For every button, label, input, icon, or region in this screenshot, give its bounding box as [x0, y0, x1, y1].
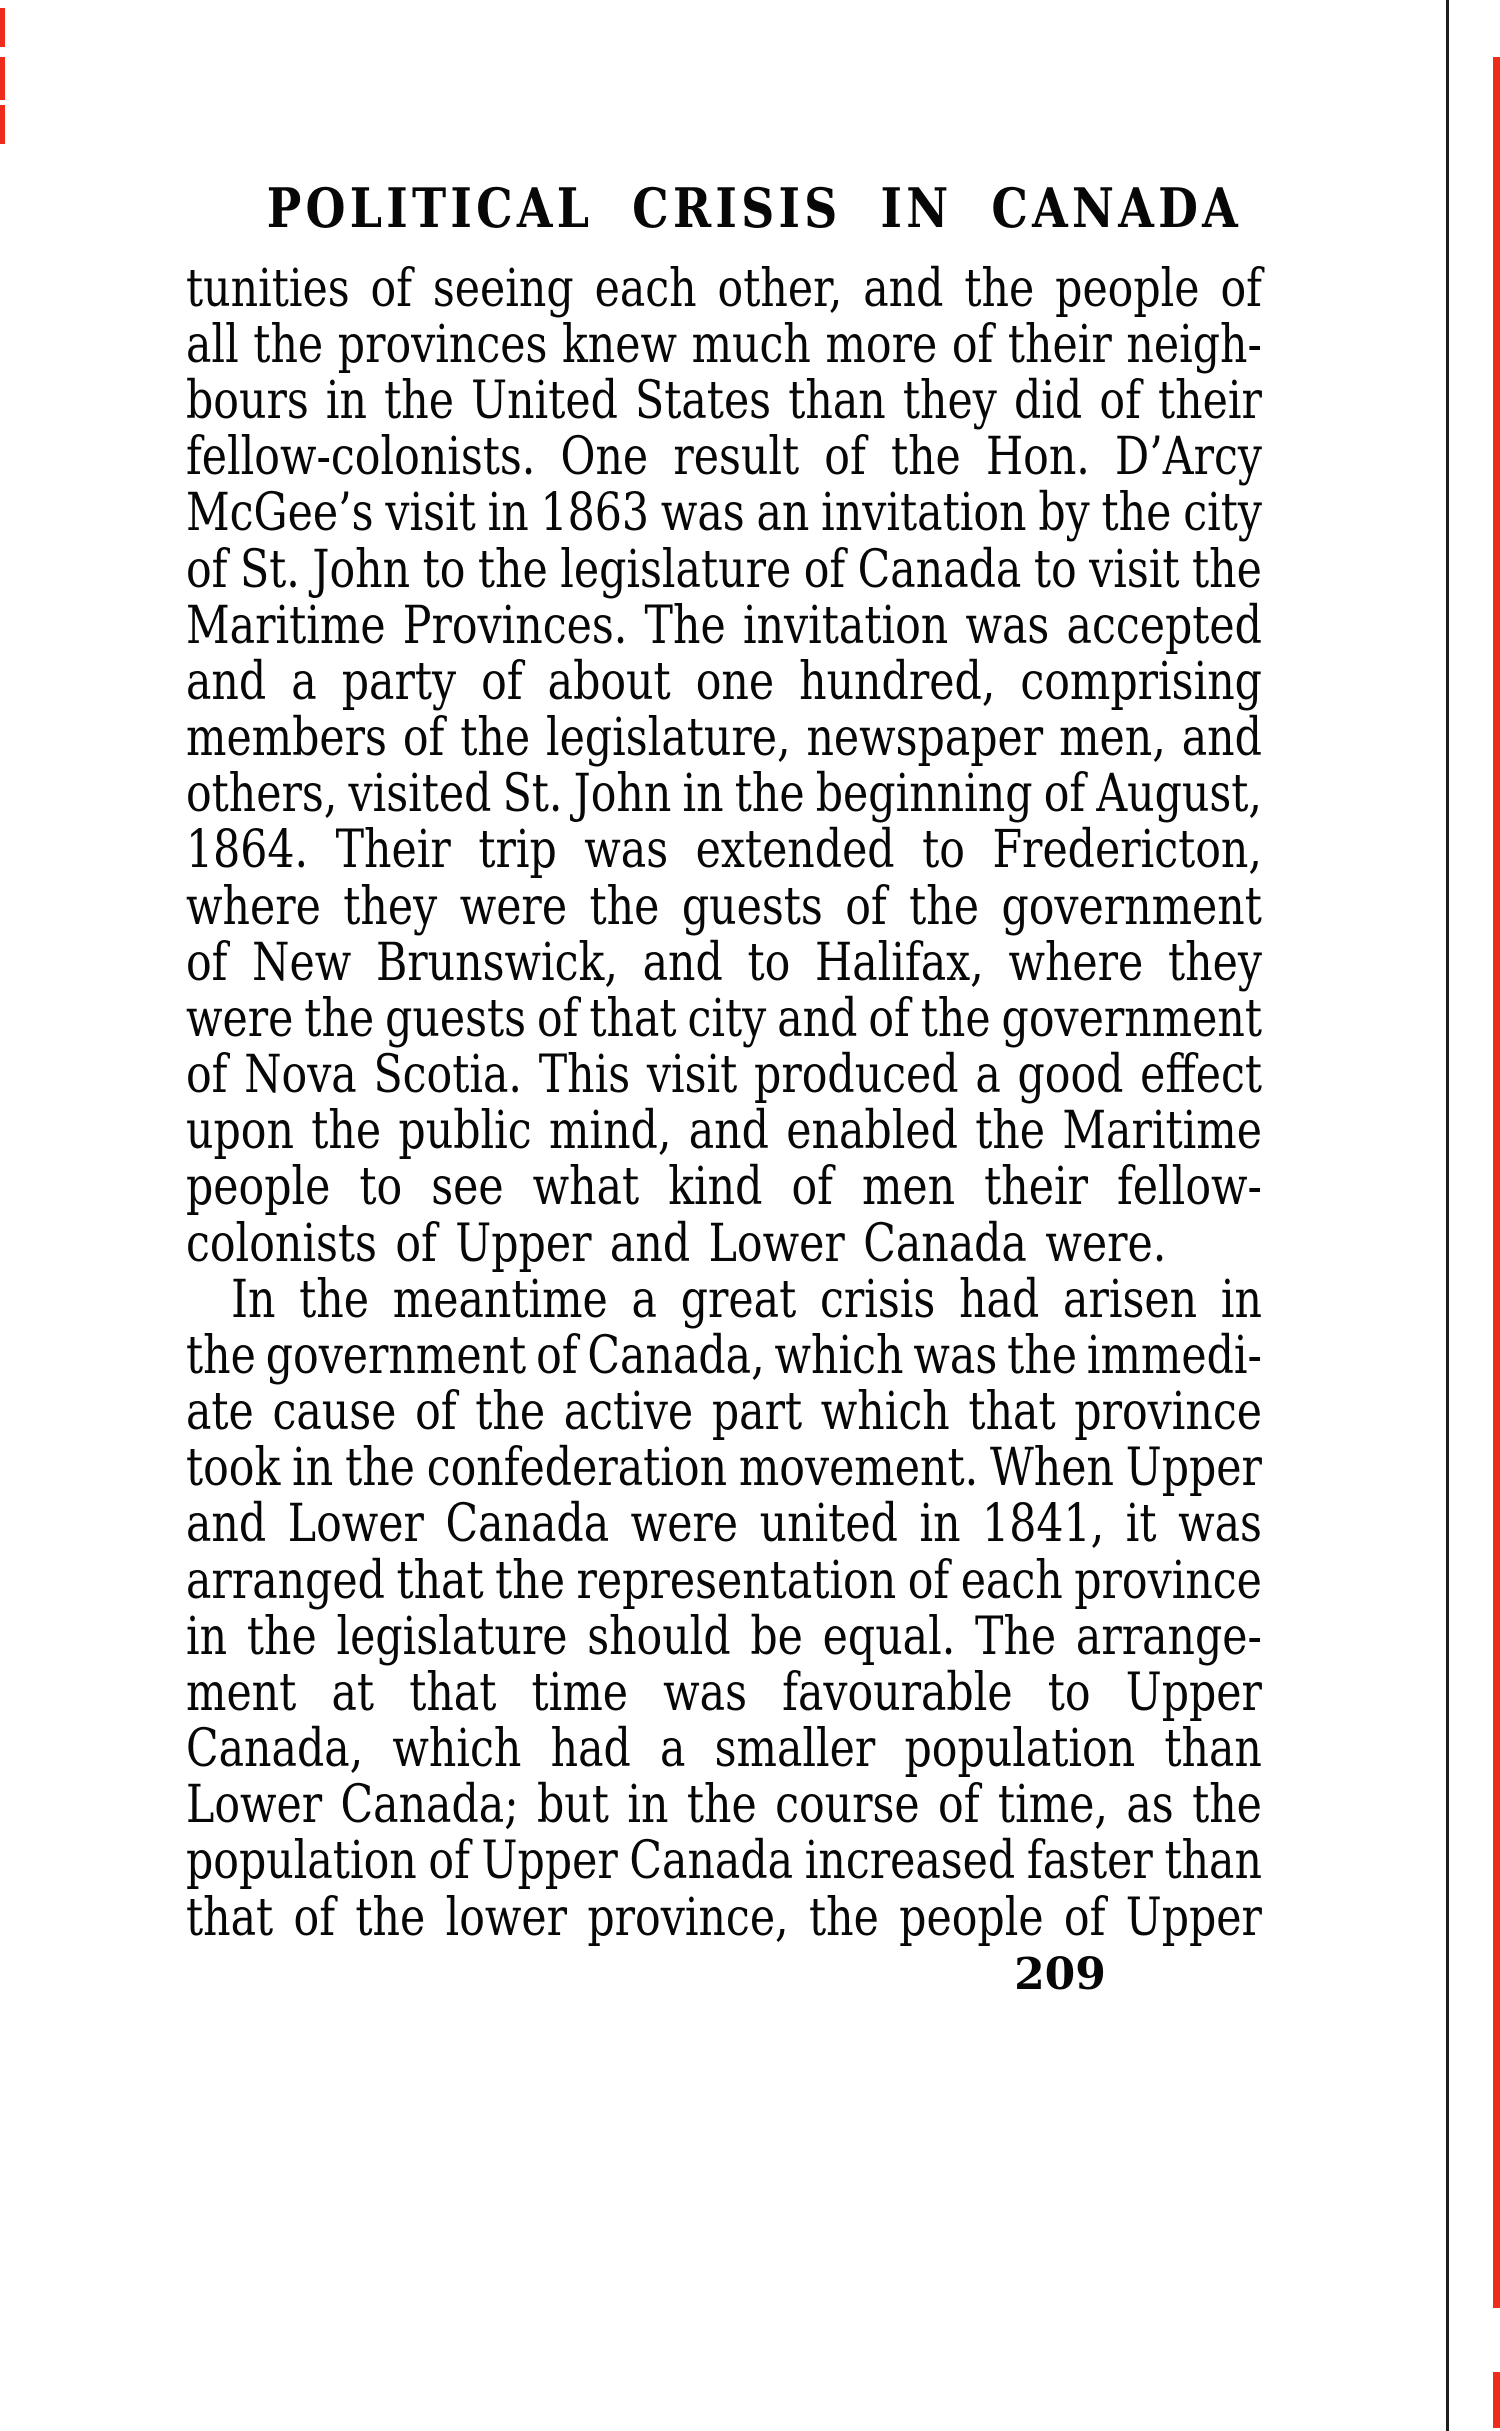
text-line: fellow-colonists. One result of the Hon. D’Arcy [186, 427, 1262, 488]
text-line: ate cause of the active part which that province [186, 1382, 1262, 1443]
scan-red-dash-left-2 [0, 57, 5, 100]
text-line: all the provinces knew much more of their neigh- [186, 314, 1262, 375]
text-line: others, visited St. John in the beginning of August, [186, 764, 1262, 825]
text-line: In the meantime a great crisis had arisen in [231, 1269, 1262, 1330]
page-title: POLITICAL CRISIS IN CANADA [266, 176, 1243, 240]
text-line: were the guests of that city and of the government [186, 988, 1262, 1049]
text-line: Canada, which had a smaller population than [186, 1719, 1262, 1780]
text-line: population of Upper Canada increased faster than [186, 1831, 1262, 1892]
text-line: ment at that time was favourable to Upper [186, 1662, 1262, 1723]
page-number: 209 [1014, 1949, 1106, 2000]
text-line: bours in the United States than they did of their [186, 371, 1262, 432]
text-line: Maritime Provinces. The invitation was accepted [186, 595, 1262, 656]
text-line: of Nova Scotia. This visit produced a good effect [186, 1045, 1262, 1106]
scan-red-strip-right [1493, 57, 1500, 2308]
scan-red-strip-right-bottom [1493, 2372, 1500, 2428]
text-line: took in the confederation movement. When Upper [186, 1438, 1262, 1499]
text-line: people to see what kind of men their fellow- [186, 1157, 1262, 1218]
text-line: colonists of Upper and Lower Canada were. [186, 1213, 1167, 1274]
text-line: McGee’s visit in 1863 was an invitation by the city [186, 483, 1262, 544]
text-line: and a party of about one hundred, comprising [186, 651, 1262, 712]
text-line: Lower Canada; but in the course of time, as the [186, 1775, 1262, 1836]
text-line: that of the lower province, the people of Upper [186, 1887, 1262, 1948]
scan-edge-rule [1446, 0, 1449, 2431]
text-line: 1864. Their trip was extended to Fredericton, [186, 820, 1262, 881]
text-line: upon the public mind, and enabled the Maritime [186, 1101, 1262, 1162]
text-line: in the legislature should be equal. The arrange- [186, 1606, 1262, 1667]
text-line: tunities of seeing each other, and the people of [186, 258, 1262, 319]
text-line: the government of Canada, which was the immedi- [186, 1325, 1262, 1386]
text-line: of St. John to the legislature of Canada to visit the [186, 539, 1262, 600]
scan-red-dash-left-1 [0, 8, 5, 47]
text-line: where they were the guests of the government [186, 876, 1262, 937]
text-line: and Lower Canada were united in 1841, it was [186, 1494, 1262, 1555]
text-line: members of the legislature, newspaper men, and [186, 708, 1262, 769]
text-line: of New Brunswick, and to Halifax, where they [186, 932, 1262, 993]
text-line: arranged that the representation of each province [186, 1550, 1262, 1611]
scan-red-dash-left-3 [0, 105, 5, 144]
